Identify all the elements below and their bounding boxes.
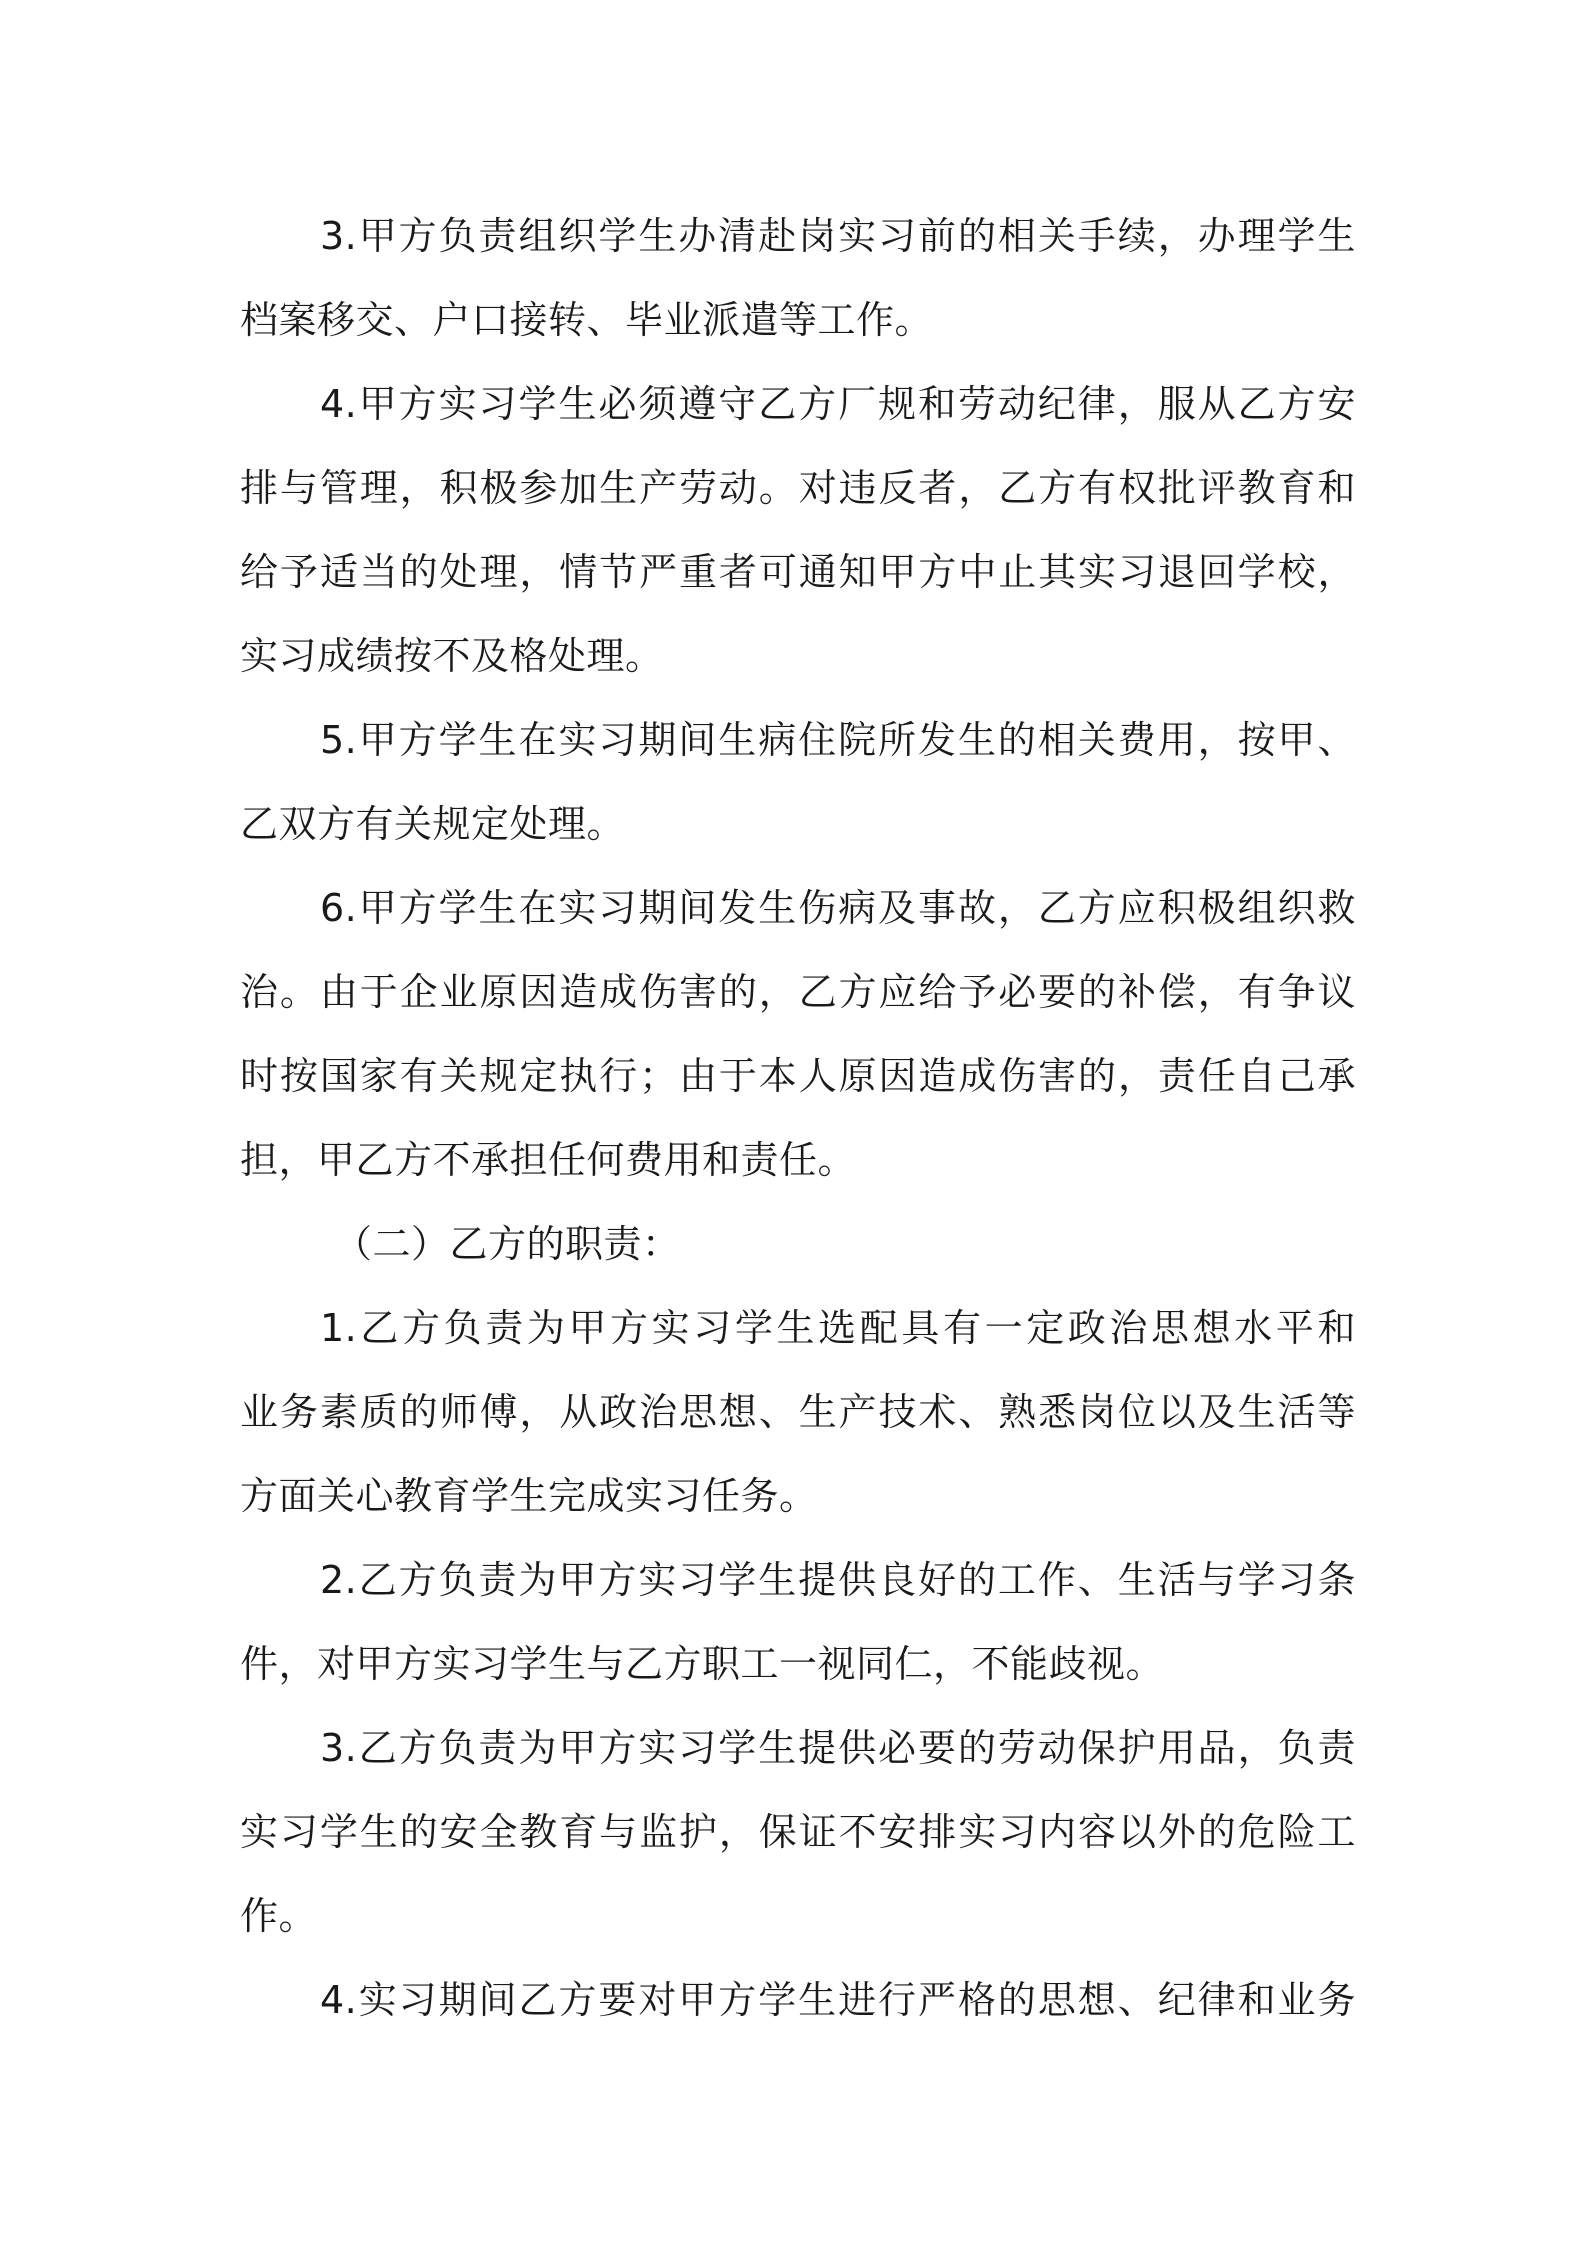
paragraph-line: 2.乙方负责为甲方实习学生提供良好的工作、生活与学习条 [320,1558,1356,1602]
document-body [240,194,1356,2042]
paragraph-line: 4.甲方实习学生必须遵守乙方厂规和劳动纪律，服从乙方安 [320,382,1356,426]
paragraph-a5 [240,698,1356,866]
section-heading: （二）乙方的职责： [334,1222,681,1266]
paragraph-b4 [240,1958,1356,2042]
paragraph-a4 [240,362,1356,698]
paragraph-line: 实习成绩按不及格处理。 [240,634,664,678]
paragraph-line: 治。由于企业原因造成伤害的，乙方应给予必要的补偿，有争议 [240,970,1356,1014]
paragraph-line: 3.乙方负责为甲方实习学生提供必要的劳动保护用品，负责 [320,1726,1356,1770]
paragraph-line: 4.实习期间乙方要对甲方学生进行严格的思想、纪律和业务 [320,1978,1356,2022]
paragraph-line: 排与管理，积极参加生产劳动。对违反者，乙方有权批评教育和 [240,466,1356,510]
paragraph-line: 实习学生的安全教育与监护，保证不安排实习内容以外的危险工 [240,1810,1356,1854]
section-heading-party-b-duties [240,1202,1356,1286]
paragraph-line: 1.乙方负责为甲方实习学生选配具有一定政治思想水平和 [320,1306,1356,1350]
paragraph-line: 业务素质的师傅，从政治思想、生产技术、熟悉岗位以及生活等 [240,1390,1356,1434]
paragraph-b1 [240,1286,1356,1538]
paragraph-line: 乙双方有关规定处理。 [240,802,626,846]
paragraph-b3 [240,1706,1356,1958]
paragraph-b2 [240,1538,1356,1706]
paragraph-line: 6.甲方学生在实习期间发生伤病及事故，乙方应积极组织救 [320,886,1356,930]
paragraph-line: 方面关心教育学生完成实习任务。 [240,1474,818,1518]
paragraph-a3 [240,194,1356,362]
paragraph-line: 3.甲方负责组织学生办清赴岗实习前的相关手续，办理学生 [320,214,1356,258]
paragraph-line: 作。 [240,1894,318,1938]
paragraph-line: 给予适当的处理，情节严重者可通知甲方中止其实习退回学校， [240,550,1356,594]
paragraph-a6 [240,866,1356,1202]
paragraph-line: 5.甲方学生在实习期间生病住院所发生的相关费用，按甲、 [320,718,1356,762]
paragraph-line: 时按国家有关规定执行；由于本人原因造成伤害的，责任自己承 [240,1054,1356,1098]
paragraph-line: 担，甲乙方不承担任何费用和责任。 [240,1138,857,1182]
paragraph-line: 档案移交、户口接转、毕业派遣等工作。 [240,298,934,342]
paragraph-line: 件，对甲方实习学生与乙方职工一视同仁，不能歧视。 [240,1642,1165,1686]
